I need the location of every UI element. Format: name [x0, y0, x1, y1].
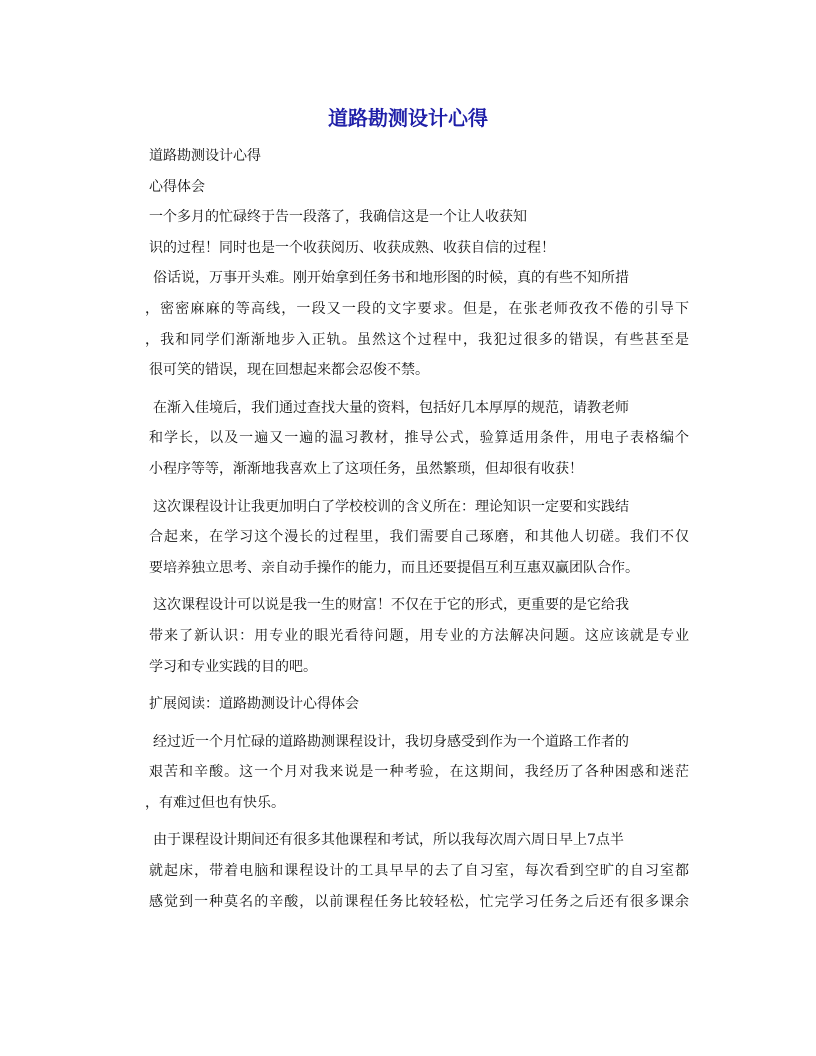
text-line: ，密密麻麻的等高线，一段又一段的文字要求。但是，在张老师孜孜不倦的引导下 [145, 300, 689, 317]
text-line: 道路勘测设计心得 [149, 148, 261, 164]
text-line: 学习和专业实践的目的吧。 [149, 658, 317, 675]
text-line: 就起床，带着电脑和课程设计的工具早早的去了自习室，每次看到空旷的自习室都 [149, 863, 689, 880]
text-line: 带来了新认识：用专业的眼光看待问题，用专业的方法解决问题。这应该就是专业 [149, 627, 689, 644]
text-line: 很可笑的错误，现在回想起来都会忍俊不禁。 [149, 362, 429, 379]
text-line: 扩展阅读：道路勘测设计心得体会 [149, 696, 359, 713]
text-line: 识的过程！同时也是一个收获阅历、收获成熟、收获自信的过程！ [149, 239, 555, 256]
text-line: ，有难过但也有快乐。 [145, 794, 285, 811]
text-line: 合起来，在学习这个漫长的过程里，我们需要自己琢磨，和其他人切磋。我们不仅 [149, 529, 689, 546]
text-line: 俗话说，万事开头难。刚开始拿到任务书和地形图的时候，真的有些不知所措 [153, 270, 629, 287]
text-line: 由于课程设计期间还有很多其他课程和考试，所以我每次周六周日早上7点半 [153, 832, 624, 849]
text-line: 这次课程设计让我更加明白了学校校训的含义所在：理论知识一定要和实践结 [153, 498, 629, 515]
text-line: 这次课程设计可以说是我一生的财富！不仅在于它的形式，更重要的是它给我 [153, 597, 629, 614]
text-line: 小程序等等，渐渐地我喜欢上了这项任务，虽然繁琐，但却很有收获！ [149, 460, 583, 477]
text-line: 一个多月的忙碌终于告一段落了，我确信这是一个让人收获知 [149, 209, 527, 226]
text-line: 感觉到一种莫名的辛酸，以前课程任务比较轻松，忙完学习任务之后还有很多课余 [149, 893, 689, 910]
text-line: 在渐入佳境后，我们通过查找大量的资料，包括好几本厚厚的规范，请教老师 [153, 399, 629, 416]
text-line: 心得体会 [149, 178, 205, 195]
text-line: 经过近一个月忙碌的道路勘测课程设计，我切身感受到作为一个道路工作者的 [153, 733, 629, 750]
text-line: 艰苦和辛酸。这一个月对我来说是一种考验，在这期间，我经历了各种困惑和迷茫 [149, 764, 689, 781]
text-line: ，我和同学们渐渐地步入正轨。虽然这个过程中，我犯过很多的错误，有些甚至是 [145, 331, 689, 348]
text-line: 要培养独立思考、亲自动手操作的能力，而且还要提倡互利互惠双赢团队合作。 [149, 559, 639, 576]
text-line: 和学长，以及一遍又一遍的温习教材，推导公式，验算适用条件，用电子表格编个 [149, 430, 689, 447]
document-title: 道路勘测设计心得 [328, 106, 488, 130]
document-body [145, 141, 689, 917]
